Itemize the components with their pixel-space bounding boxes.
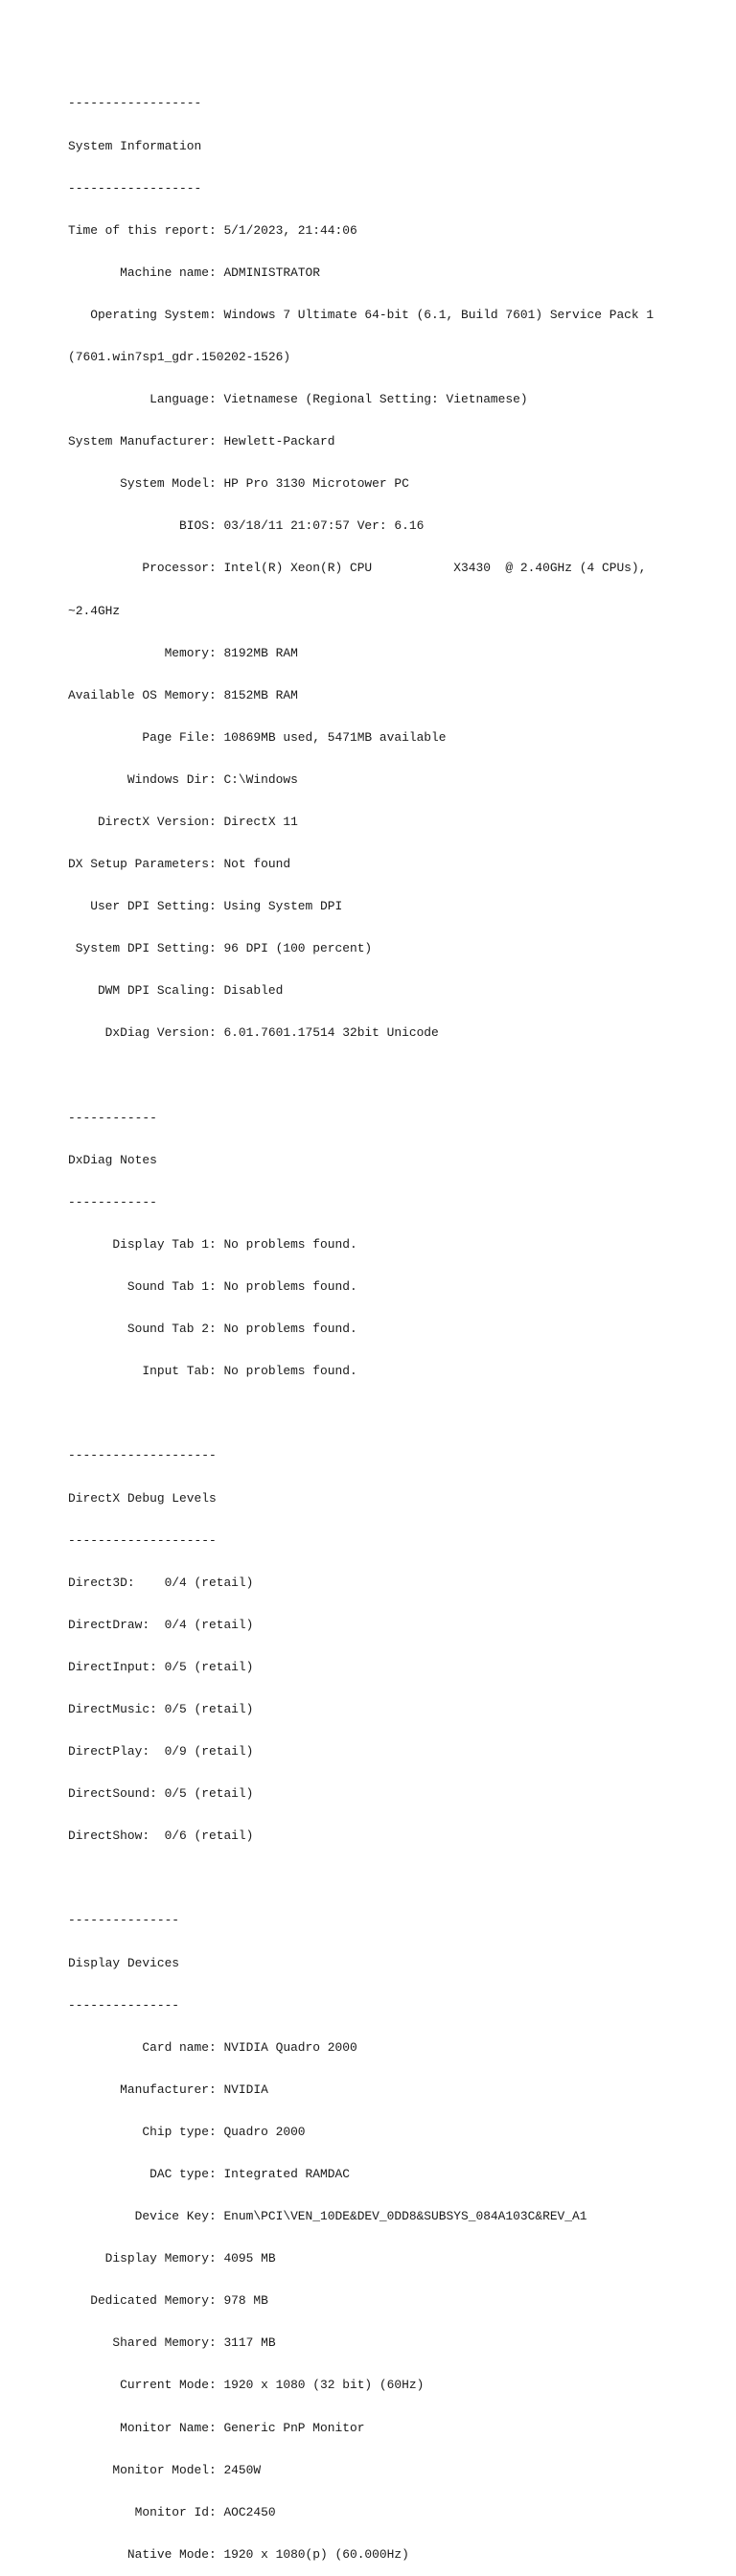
sound-tab-1-note: Sound Tab 1: No problems found. [68,1279,357,1295]
user-dpi-setting-line: User DPI Setting: Using System DPI [68,899,343,914]
section-heading-directx-debug-levels: DirectX Debug Levels [68,1490,217,1506]
native-mode-line: Native Mode: 1920 x 1080(p) (60.000Hz) [68,2546,409,2562]
monitor-model-line: Monitor Model: 2450W [68,2462,262,2477]
directx-version-line: DirectX Version: DirectX 11 [68,815,298,829]
blank-line [68,1407,736,1421]
section-heading-system-information: System Information [68,138,202,153]
machine-name-line: Machine name: ADMINISTRATOR [68,264,321,280]
processor-line-continued: ~2.4GHz [68,603,121,618]
display-memory-line: Display Memory: 4095 MB [68,2251,276,2266]
section-rule: -------------------- [68,1532,217,1548]
available-os-memory-line: Available OS Memory: 8152MB RAM [68,687,298,702]
section-rule: ------------------ [68,180,202,196]
section-rule: --------------- [68,1913,180,1928]
blank-line [68,1070,736,1084]
current-mode-line: Current Mode: 1920 x 1080 (32 bit) (60Hz) [68,2378,425,2393]
dedicated-memory-line: Dedicated Memory: 978 MB [68,2293,268,2309]
operating-system-line-continued: (7601.win7sp1_gdr.150202-1526) [68,349,291,364]
monitor-name-line: Monitor Name: Generic PnP Monitor [68,2420,365,2435]
directplay-debug-level: DirectPlay: 0/9 (retail) [68,1744,254,1760]
directinput-debug-level: DirectInput: 0/5 (retail) [68,1659,254,1674]
direct3d-debug-level: Direct3D: 0/4 (retail) [68,1575,254,1590]
section-heading-dxdiag-notes: DxDiag Notes [68,1152,157,1167]
operating-system-line: Operating System: Windows 7 Ultimate 64-bit (6.1, Build 7601) Service Pack 1 [68,307,655,322]
blank-line [68,1872,736,1886]
system-manufacturer-line: System Manufacturer: Hewlett-Packard [68,434,335,449]
device-key-line: Device Key: Enum\PCI\VEN_10DE&DEV_0DD8&SUBSYS_084A103C&REV_A1 [68,2209,587,2224]
section-rule: -------------------- [68,1448,217,1463]
report-time-line: Time of this report: 5/1/2023, 21:44:06 [68,222,357,238]
bios-line: BIOS: 03/18/11 21:07:57 Ver: 6.16 [68,518,425,534]
system-model-line: System Model: HP Pro 3130 Microtower PC [68,476,409,492]
directmusic-debug-level: DirectMusic: 0/5 (retail) [68,1701,254,1716]
section-rule: ------------------ [68,96,202,111]
sound-tab-2-note: Sound Tab 2: No problems found. [68,1322,357,1337]
dx-setup-parameters-line: DX Setup Parameters: Not found [68,857,291,872]
display-tab-1-note: Display Tab 1: No problems found. [68,1236,357,1252]
directshow-debug-level: DirectShow: 0/6 (retail) [68,1828,254,1844]
section-rule: --------------- [68,1997,180,2012]
windows-dir-line: Windows Dir: C:\Windows [68,771,298,787]
directsound-debug-level: DirectSound: 0/5 (retail) [68,1786,254,1802]
section-rule: ------------ [68,1194,157,1209]
chip-type-line: Chip type: Quadro 2000 [68,2124,306,2139]
section-rule: ------------ [68,1110,157,1125]
directdraw-debug-level: DirectDraw: 0/4 (retail) [68,1617,254,1632]
dwm-dpi-scaling-line: DWM DPI Scaling: Disabled [68,983,284,999]
system-dpi-setting-line: System DPI Setting: 96 DPI (100 percent) [68,941,373,956]
manufacturer-line: Manufacturer: NVIDIA [68,2082,268,2097]
dac-type-line: DAC type: Integrated RAMDAC [68,2167,350,2181]
section-heading-display-devices: Display Devices [68,1955,180,1970]
input-tab-note: Input Tab: No problems found. [68,1364,357,1379]
page-file-line: Page File: 10869MB used, 5471MB available [68,729,447,745]
language-line: Language: Vietnamese (Regional Setting: Vietnamese) [68,392,528,407]
memory-line: Memory: 8192MB RAM [68,645,298,660]
shared-memory-line: Shared Memory: 3117 MB [68,2335,276,2351]
card-name-line: Card name: NVIDIA Quadro 2000 [68,2039,357,2055]
monitor-id-line: Monitor Id: AOC2450 [68,2504,276,2519]
dxdiag-version-line: DxDiag Version: 6.01.7601.17514 32bit Unicode [68,1025,439,1041]
processor-line: Processor: Intel(R) Xeon(R) CPU X3430 @ 2.40GHz (4 CPUs), [68,561,647,576]
